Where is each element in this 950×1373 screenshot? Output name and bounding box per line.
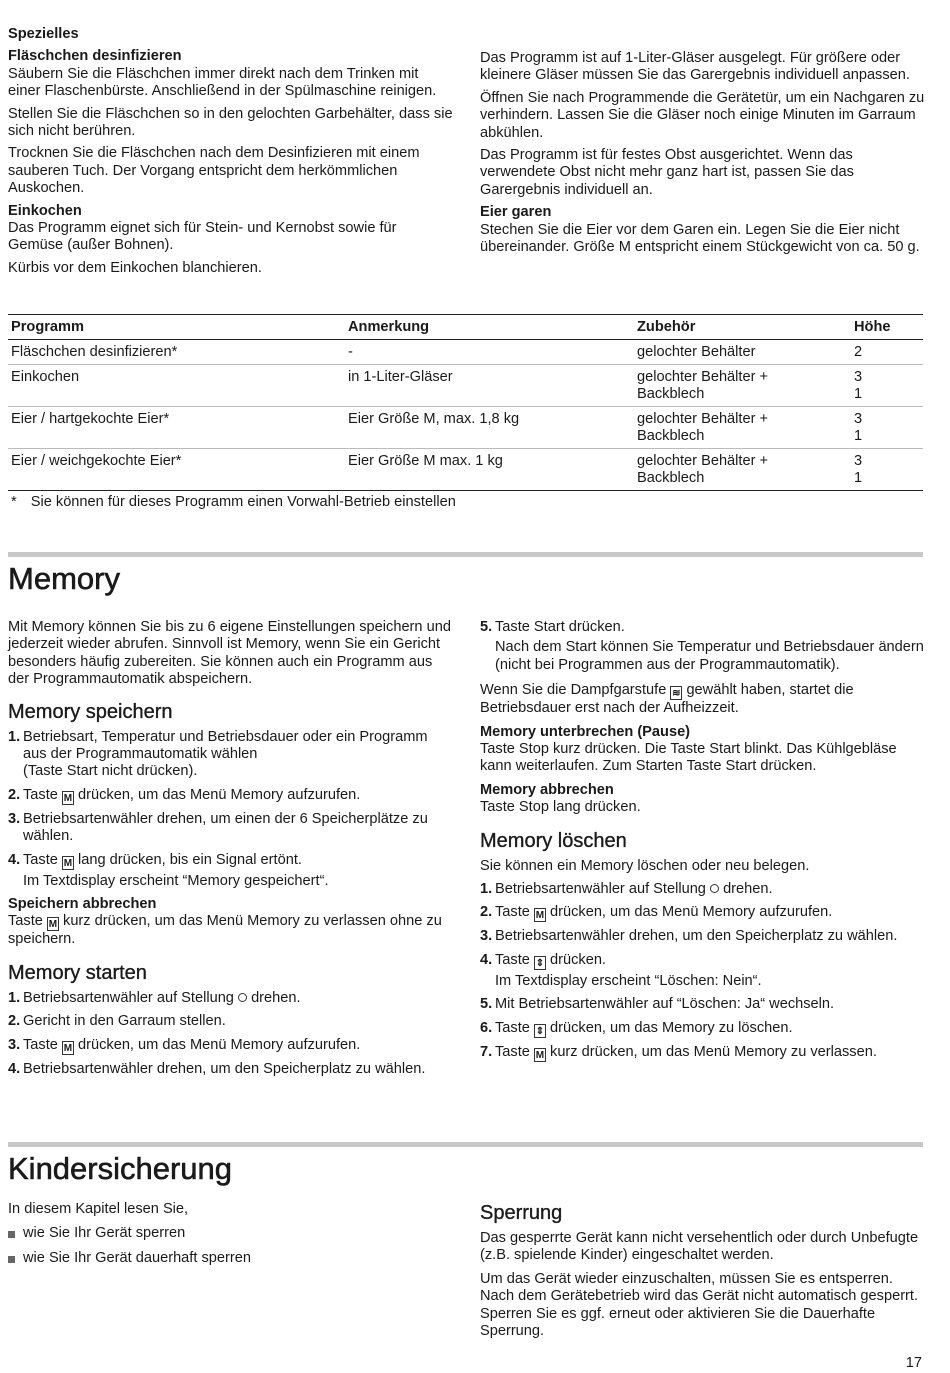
table-cell (634, 365, 851, 407)
memory-key-icon: M (48, 919, 58, 931)
right-p1: Das Programm ist auf 1-Liter-Gläser ausgelegt. Für größere oder kleinere Gläser müssen Sie das Garergebnis individuell anpassen. (480, 50, 910, 84)
flaeschchen-p3: Trocknen Sie die Fläschchen nach dem Desinfizieren mit einem sauberen Tuch. Der Vorgang entspricht dem herkömmlichen Auskochen. (8, 145, 420, 197)
loeschen-step-4 (480, 952, 925, 990)
step-text: Mit Betriebsartenwähler auf “Löschen: Ja“ wechseln. (495, 996, 835, 1013)
memory-intro: Mit Memory können Sie bis zu 6 eigene Einstellungen speichern und jederzeit wieder abrufen. Sinnvoll ist Memory, wenn Sie ein Gericht besonders häufig zubereiten. Sie können auch ein Programm aus der Programmautomatik abspeichern. (8, 619, 451, 688)
flaeschchen-title: Fläschchen desinfizieren (8, 48, 182, 65)
step-number: 3. (8, 1036, 21, 1053)
sperrung-p1: Das gesperrte Gerät kann nicht versehentlich oder durch Unbefugte (z.B. spielende Kinder) eingeschaltet werden. (480, 1230, 919, 1264)
table-cell-line: 3 (854, 411, 863, 427)
speichern-step-2 (8, 787, 453, 805)
table-cell-line: 2 (854, 344, 863, 360)
table-cell: Eier / weichgekochte Eier* (8, 449, 345, 491)
step-number: 6. (480, 1019, 493, 1036)
right-p3: Das Programm ist für festes Obst ausgerichtet. Wenn das verwendete Obst nicht mehr ganz hart ist, passen Sie das Garergebnis individuell an. (480, 147, 854, 198)
memory-key-icon: M (63, 792, 73, 804)
list-item-text: wie Sie Ihr Gerät dauerhaft sperren (23, 1249, 251, 1266)
memory-abbrechen-title: Memory abbrechen (480, 781, 614, 798)
table-cell-line: 3 (854, 453, 863, 469)
step-text: Betriebsart, Temperatur und Betriebsdauer oder ein Programm aus der Programmautomatik wählen (23, 728, 428, 763)
table-cell-line: gelochter Behälter + (637, 453, 769, 469)
step-number: 3. (8, 810, 21, 827)
table-header-row (8, 315, 923, 340)
step-subtext: Im Textdisplay erscheint “Memory gespeichert“. (23, 872, 329, 889)
step-subtext: Nach dem Start können Sie Temperatur und Betriebsdauer ändern (nicht bei Programmen aus der Programmautomatik). (495, 639, 924, 673)
step-number: 4. (8, 1060, 21, 1077)
table-row (8, 365, 923, 407)
step-text: kurz drücken, um das Menü Memory zu verlassen. (550, 1043, 877, 1060)
table-cell (851, 407, 923, 449)
step-text: drehen. (251, 989, 301, 1006)
memory-key-icon: M (63, 1042, 73, 1054)
speichern-abbrechen-title: Speichern abbrechen (8, 896, 157, 913)
table-cell: in 1-Liter-Gläser (345, 365, 634, 407)
memory-left (8, 619, 453, 1078)
steam-level-icon: ≋ (672, 688, 681, 700)
bullet-square-icon (8, 1231, 15, 1238)
table-cell-line: Backblech (637, 470, 705, 486)
step-number: 2. (8, 786, 21, 803)
einkochen-title: Einkochen (8, 202, 82, 219)
step-number: 3. (480, 928, 493, 945)
table-cell: - (345, 340, 634, 365)
einkochen-p2: Kürbis vor dem Einkochen blanchieren. (8, 259, 262, 276)
step-text: Betriebsartenwähler auf Stellung (495, 881, 706, 898)
step-number: 1. (8, 728, 21, 745)
speichern-step-4 (8, 852, 453, 890)
starten-step-2 (8, 1013, 453, 1030)
flaeschchen-p2: Stellen Sie die Fläschchen so in den gelochten Garbehälter, dass sie sich nicht berühren. (8, 105, 453, 140)
bullet-square-icon (8, 1256, 15, 1263)
memory-key-icon: M (63, 857, 73, 869)
speichern-abbrechen-text (8, 913, 453, 948)
table-cell-line: 1 (854, 470, 863, 486)
table-header: Programm (8, 315, 345, 340)
table-cell: Eier Größe M, max. 1,8 kg (345, 407, 634, 449)
table-cell (634, 449, 851, 491)
table-cell-line: Backblech (637, 386, 705, 402)
table-header: Höhe (851, 315, 923, 340)
kinder-left (8, 1201, 453, 1267)
step-text: Taste (495, 1019, 530, 1036)
step-text: Taste (23, 1036, 58, 1053)
table-cell-line: 1 (854, 386, 863, 402)
kinder-intro: In diesem Kapitel lesen Sie, (8, 1201, 189, 1217)
step-number: 4. (8, 851, 21, 868)
table-cell-line: 3 (854, 369, 863, 385)
memory-right (480, 619, 925, 1062)
step-text: Taste (495, 1043, 530, 1060)
step-number: 5. (480, 619, 493, 635)
dampf-note (480, 682, 925, 717)
table-cell-line: Backblech (637, 428, 705, 444)
table-cell-line: gelochter Behälter + (637, 411, 769, 427)
table-row (8, 449, 923, 491)
list-item (8, 1225, 453, 1242)
step-number: 7. (480, 1043, 493, 1060)
program-table (8, 314, 923, 491)
unterbrechen-title: Memory unterbrechen (Pause) (480, 723, 691, 740)
table-footnote (11, 494, 456, 511)
table-cell (634, 340, 851, 365)
step-text: drücken, um das Menü Memory aufzurufen. (550, 904, 833, 921)
spezielles-left (8, 26, 453, 277)
step-text: drücken, um das Memory zu löschen. (550, 1019, 793, 1036)
table-header: Anmerkung (345, 315, 634, 340)
step-text: drücken, um das Menü Memory aufzurufen. (78, 1036, 361, 1053)
step-text: Gericht in den Garraum stellen. (23, 1013, 226, 1030)
step-text: Betriebsartenwähler drehen, um den Speicherplatz zu wählen. (495, 928, 898, 945)
step-number: 2. (480, 904, 493, 921)
table-cell-line: gelochter Behälter (637, 344, 756, 360)
right-p2: Öffnen Sie nach Programmende die Gerätetür, um ein Nachgaren zu verhindern. Lassen Sie die Gläser noch einige Minuten im Garraum abkühlen. (480, 89, 925, 141)
step-text: Taste (23, 786, 58, 803)
arrow-key-icon: ⇕ (535, 1025, 545, 1037)
arrow-key-icon: ⇕ (535, 957, 545, 969)
loeschen-step-1 (480, 881, 925, 898)
footnote-mark: * (11, 494, 17, 510)
einkochen-p1: Das Programm eignet sich für Stein- und Kernobst sowie für Gemüse (außer Bohnen). (8, 220, 397, 254)
step-text: Betriebsartenwähler drehen, um einen der 6 Speicherplätze zu wählen. (23, 810, 428, 845)
section-divider (8, 1142, 923, 1147)
page-number: 17 (905, 1355, 922, 1371)
speichern-step-3 (8, 811, 453, 846)
loeschen-step-5 (480, 996, 925, 1013)
loeschen-step-6 (480, 1020, 925, 1038)
text-segment: Wenn Sie die Dampfgarstufe (480, 682, 667, 699)
step-text: Betriebsartenwähler drehen, um den Speicherplatz zu wählen. (23, 1060, 426, 1077)
step-subtext: (Taste Start nicht drücken). (23, 763, 198, 780)
starten-step-5 (480, 619, 925, 674)
spezielles-heading: Spezielles (8, 26, 79, 42)
step-text: Taste (495, 951, 530, 968)
table-header: Zubehör (634, 315, 851, 340)
step-text: Taste (495, 904, 530, 921)
starten-step-4 (8, 1061, 453, 1078)
step-number: 5. (480, 996, 493, 1013)
memory-title: Memory (8, 561, 120, 596)
memory-speichern-title: Memory speichern (8, 700, 173, 723)
step-text: drehen. (723, 881, 773, 898)
memory-key-icon: M (535, 910, 545, 922)
memory-loeschen-title: Memory löschen (480, 829, 627, 852)
step-text: drücken, um das Menü Memory aufzurufen. (78, 786, 361, 803)
table-cell (851, 365, 923, 407)
memory-starten-title: Memory starten (8, 961, 147, 984)
step-number: 1. (480, 881, 493, 898)
step-text: lang drücken, bis ein Signal ertönt. (78, 851, 302, 868)
memory-key-icon: M (535, 1049, 545, 1061)
table-cell (851, 340, 923, 365)
text-segment: Taste (8, 913, 43, 930)
step-text: Betriebsartenwähler auf Stellung (23, 989, 234, 1006)
table-row (8, 407, 923, 449)
table-row (8, 340, 923, 365)
loeschen-step-7 (480, 1044, 925, 1062)
step-subtext: Im Textdisplay erscheint “Löschen: Nein“. (495, 972, 762, 989)
table-cell: Fläschchen desinfizieren* (8, 340, 345, 365)
spezielles-right (480, 50, 925, 256)
list-item-text: wie Sie Ihr Gerät sperren (23, 1225, 186, 1242)
step-text: Taste Start drücken. (495, 619, 625, 635)
section-divider (8, 552, 923, 557)
table-cell: Eier Größe M max. 1 kg (345, 449, 634, 491)
footnote-text: Sie können für dieses Programm einen Vorwahl-Betrieb einstellen (30, 494, 456, 510)
step-number: 1. (8, 989, 21, 1006)
eier-title: Eier garen (480, 204, 552, 221)
sperrung-title: Sperrung (480, 1202, 563, 1224)
loeschen-step-3 (480, 928, 925, 945)
off-position-icon (238, 993, 247, 1002)
table-cell: Einkochen (8, 365, 345, 407)
step-text: drücken. (550, 951, 606, 968)
loeschen-intro: Sie können ein Memory löschen oder neu belegen. (480, 857, 810, 874)
step-number: 4. (480, 951, 493, 968)
off-position-icon (710, 884, 719, 893)
starten-step-3 (8, 1037, 453, 1055)
table-cell (851, 449, 923, 491)
table-cell-line: gelochter Behälter + (637, 369, 769, 385)
sperrung-p2: Um das Gerät wieder einzuschalten, müssen Sie es entsperren. Nach dem Gerätebetrieb wird das Gerät nicht automatisch gesperrt. Sperren Sie es ggf. erneut oder aktivieren Sie die Dauerhafte Sperrung. (480, 1270, 919, 1340)
loeschen-step-2 (480, 904, 925, 922)
memory-abbrechen-text: Taste Stop lang drücken. (480, 799, 641, 816)
speichern-step-1 (8, 729, 453, 781)
unterbrechen-text: Taste Stop kurz drücken. Die Taste Start blinkt. Das Kühlgebläse kann weiterlaufen. Zum Starten Taste Start drücken. (480, 741, 897, 775)
step-text: Taste (23, 851, 58, 868)
list-item (8, 1250, 453, 1267)
eier-p1: Stechen Sie die Eier vor dem Garen ein. Legen Sie die Eier nicht übereinander. Größe M entspricht einem Stückgewicht von ca. 50 g. (480, 221, 920, 256)
step-number: 2. (8, 1013, 21, 1030)
starten-step-1 (8, 990, 453, 1007)
table-cell-line: 1 (854, 428, 863, 444)
kinder-right (480, 1201, 925, 1340)
table-cell (634, 407, 851, 449)
kindersicherung-title: Kindersicherung (8, 1151, 233, 1186)
text-segment: kurz drücken, um das Menü Memory zu verlassen ohne zu speichern. (8, 913, 442, 948)
table-cell: Eier / hartgekochte Eier* (8, 407, 345, 449)
text-segment: gewählt haben, startet die Betriebsdauer erst nach der Aufheizzeit. (480, 682, 854, 717)
flaeschchen-p1: Säubern Sie die Fläschchen immer direkt nach dem Trinken mit einer Flaschenbürste. Anschließend in der Spülmaschine reinigen. (8, 65, 437, 100)
